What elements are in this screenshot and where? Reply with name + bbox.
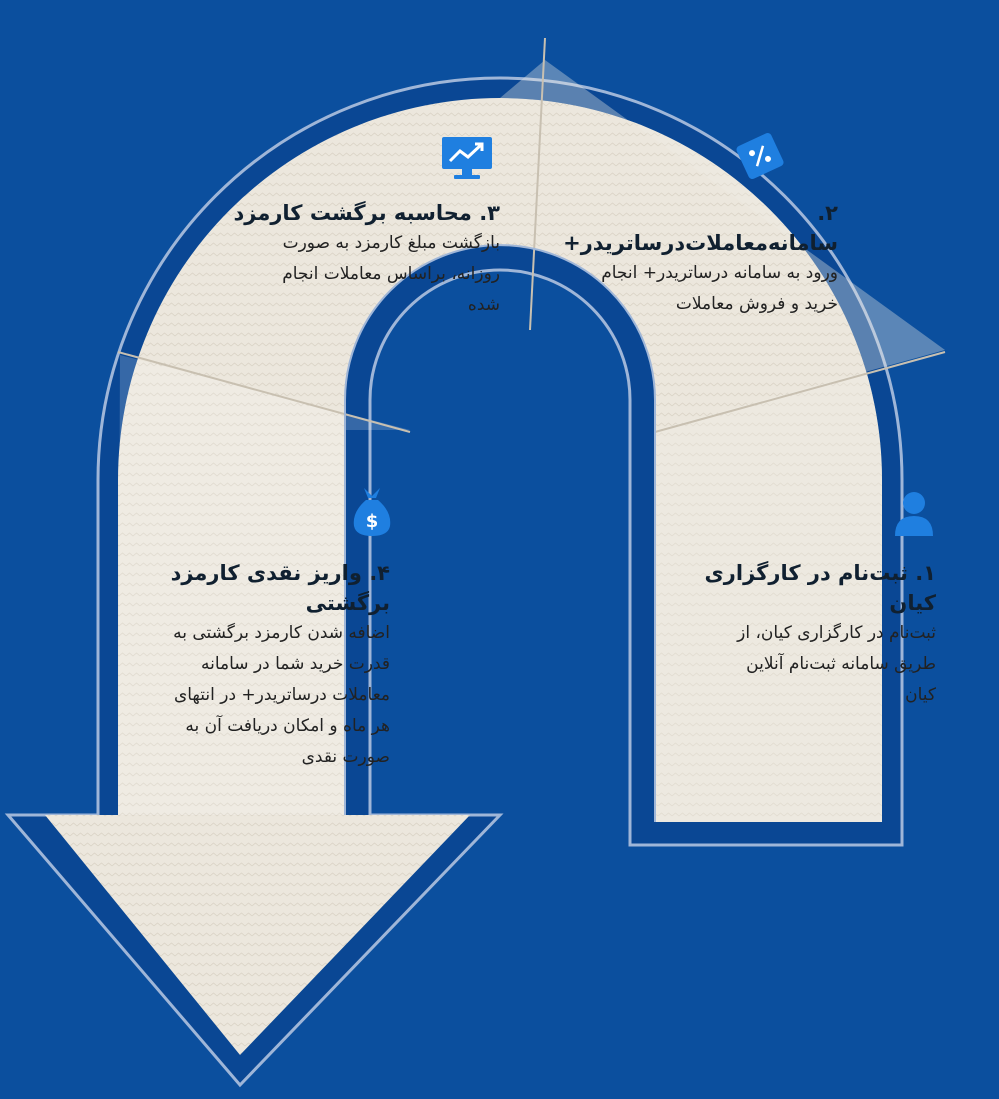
step-4-title-line: برگشتی: [305, 591, 390, 615]
step-4-title-line: ۴. واریز نقدی کارمزد: [170, 561, 390, 585]
step-2-title: ۲. سامانه‌معاملات‌درساتریدر+: [563, 201, 838, 255]
step-4-desc: [128, 618, 390, 773]
step-4-title: [128, 558, 390, 618]
step-4-desc-line: قدرت خرید شما در سامانه: [200, 654, 390, 674]
step-2-desc-line: ورود به سامانه درساتریدر+ انجام: [601, 263, 838, 283]
user-icon: [893, 490, 935, 536]
svg-text:$: $: [365, 511, 379, 532]
step-3-desc-line: روزانه، براساس معاملات انجام: [282, 264, 500, 284]
step-4-desc-line: معاملات درساتریدر+ در انتهای: [173, 685, 390, 705]
step-2-desc-line: خرید و فروش معاملات: [675, 294, 838, 314]
step-4-desc-line: اضافه شدن کارمزد برگشتی به: [173, 623, 390, 643]
chart-monitor-icon: [440, 135, 494, 181]
step-4-desc-line: صورت نقدی: [301, 747, 390, 767]
step-4-desc-line: هر ماه و امکان دریافت آن به: [185, 716, 390, 736]
step-1-desc: [668, 618, 936, 711]
step-3-desc-line: بازگشت مبلغ کارمزد به صورت: [282, 233, 500, 253]
step-3-desc-line: شده: [467, 295, 500, 315]
step-3: [225, 198, 500, 321]
step-1-title: ۱. ثبت‌نام در کارگزاری کیان: [704, 561, 936, 615]
discount-ticket-icon: [735, 128, 785, 184]
step-1-desc-line: کیان: [905, 685, 936, 705]
step-3-desc: [225, 228, 500, 321]
step-2: [548, 198, 838, 320]
step-1-desc-line: طریق سامانه ثبت‌نام آنلاین: [746, 654, 936, 674]
money-bag-icon: [352, 484, 392, 536]
step-2-desc: [548, 258, 838, 320]
step-1: [668, 558, 936, 711]
step-1-desc-line: ثبت‌نام در کارگزاری کیان، از: [737, 623, 936, 643]
step-3-title: ۳. محاسبه برگشت کارمزد: [233, 201, 500, 225]
step-4: [128, 558, 390, 773]
